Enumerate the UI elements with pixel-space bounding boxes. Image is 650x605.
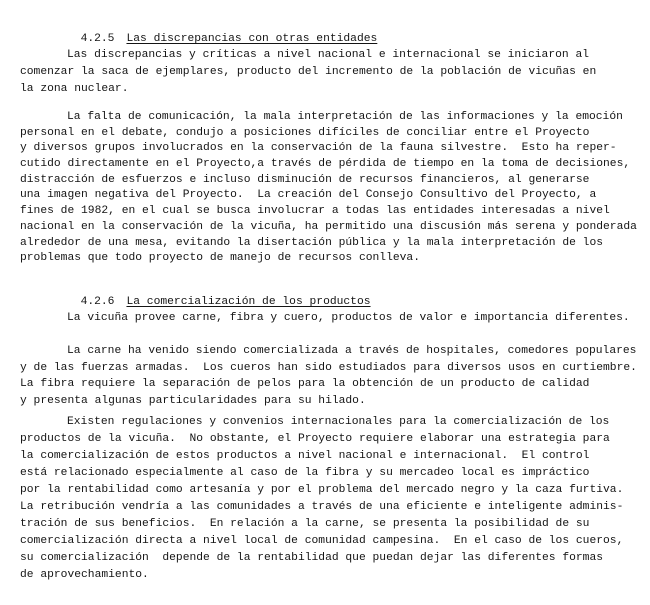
paragraph [20,414,645,584]
text-line: problemas que todo proyecto de manejo de recursos conlleva. [20,252,420,265]
section-heading-4-2-5 [67,14,378,45]
text-line: La carne ha venido siendo comercializada a través de hospitales, comedores populares [67,345,637,357]
text-line: fines de 1982, en el cual se busca involucrar a todas las entidades interesadas a nivel [20,205,610,218]
text-line: la zona nuclear. [20,83,129,95]
text-line: La fibra requiere la separación de pelos para la obtención de un producto de calidad [20,378,590,390]
text-line: comercialización directa a nivel local de comunidad campesina. En el caso de los cueros, [20,535,624,547]
text-line: una imagen negativa del Proyecto. La creación del Consejo Consultivo del Proyecto, a [20,189,597,202]
section-heading-4-2-6 [67,277,371,308]
section-title: La comercialización de los productos [126,296,371,308]
text-line: su comercialización depende de la rentabilidad que puedan dejar las diferentes formas [20,552,604,564]
text-line: La falta de comunicación, la mala interpretación de las informaciones y la emoción [67,111,623,123]
text-line: de aprovechamiento. [20,569,149,581]
paragraph [20,110,645,267]
text-line: tración de sus beneficios. En relación a la carne, se presenta la posibilidad de su [20,518,590,530]
text-line: cutido directamente en el Proyecto,a través de pérdida de tiempo en la toma de decisiones, [20,158,631,171]
text-line: alrededor de una mesa, evitando la disertación pública y la mala interpretación de los [20,236,604,249]
text-line: La retribución vendría a las comunidades a través de una eficiente e inteligente adminis- [20,501,624,513]
section-title: Las discrepancias con otras entidades [126,33,378,45]
text-line: nacional en la conservación de la vicuña, ha permitido una discusión más serena y ponderada [20,220,637,233]
text-line: y diversos grupos involucrados en la conservación de la fauna silvestre. Esto ha reper- [20,142,617,155]
text-line: productos de la vicuña. No obstante, el Proyecto requiere elaborar una estrategia para [20,433,610,445]
section-number: 4.2.6 [80,296,115,308]
text-line: Las discrepancias y críticas a nivel nacional e internacional se iniciaron al [67,49,590,61]
paragraph [20,310,645,327]
paragraph [20,47,645,98]
text-line: y de las fuerzas armadas. Los cueros han sido estudiados para diversos usos en curtiembre. [20,361,637,374]
text-line: la comercialización de estos productos a nivel nacional e internacional. El control [20,450,590,462]
text-line: está relacionado especialmente al caso de la fibra y su mercadeo local es impráctico [20,467,590,479]
text-line: distracción de esfuerzos e incluso disminución de recursos financieros, al generarse [20,173,590,186]
text-line: por la rentabilidad como artesanía y por el problema del mercado negro y la caza furtiva. [20,484,624,496]
text-line: La vicuña provee carne, fibra y cuero, productos de valor e importancia diferentes. [67,312,630,324]
paragraph [20,343,645,409]
text-line: Existen regulaciones y convenios internacionales para la comercialización de los [67,416,610,428]
text-line: personal en el debate, condujo a posiciones difíciles de conciliar entre el Proyecto [20,126,590,139]
text-line: y presenta algunas particularidades para su hilado. [20,394,366,407]
text-line: comenzar la saca de ejemplares, producto del incremento de la población de vicuñas en [20,66,597,78]
section-number: 4.2.5 [80,33,115,45]
